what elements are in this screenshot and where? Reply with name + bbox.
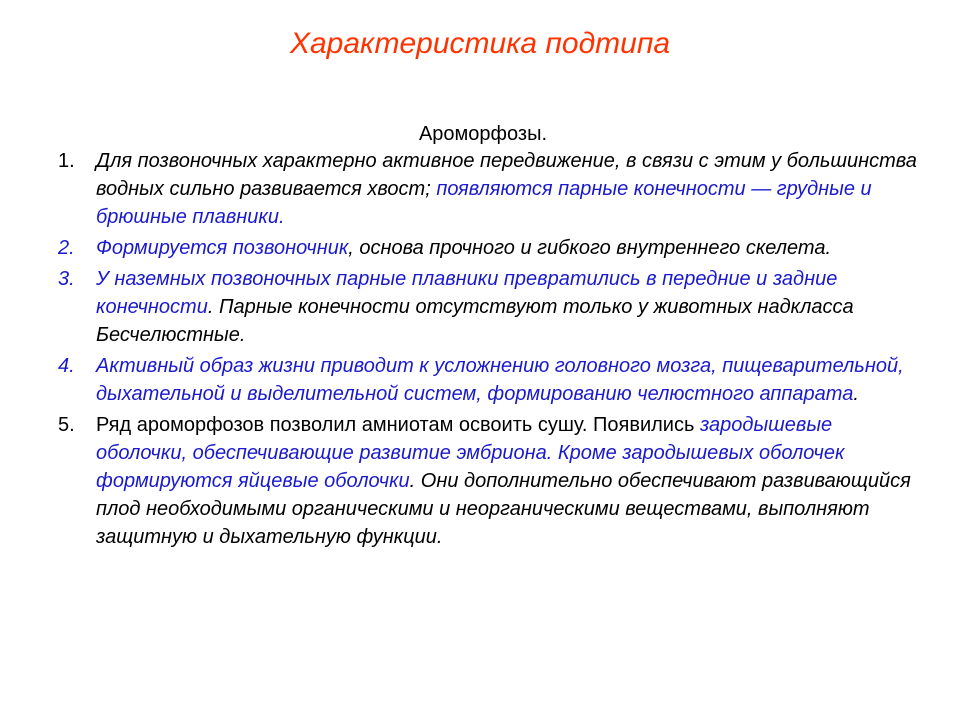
aromorphoses-list (58, 147, 918, 554)
item-number: 3. (58, 268, 75, 290)
item-number: 4. (58, 355, 75, 377)
list-item-2 (58, 234, 918, 262)
item-highlight: появляются парные конечности — грудные и брюшные плавники. (96, 178, 872, 228)
slide-subtitle: Ароморфозы. (418, 123, 548, 145)
list-item-1 (58, 147, 918, 231)
item-text: , основа прочного и гибкого внутреннего скелета. (348, 237, 832, 259)
item-text: . Парные конечности отсутствуют только у животных надкласса Бесчелюстные. (96, 296, 854, 346)
list-item-3 (58, 265, 918, 349)
item-number: 5. (58, 414, 75, 436)
item-highlight: Формируется позвоночник (96, 237, 349, 259)
list-item-5 (58, 411, 918, 551)
item-highlight: У наземных позвоночных парные плавники превратились в передние и задние конечности (96, 268, 838, 318)
item-highlight: зародышевые оболочки, обеспечивающие развитие эмбриона. Кроме зародышевых оболочек формируются яйцевые оболочки (96, 414, 845, 492)
item-number: 1. (58, 150, 75, 172)
item-text: . (853, 383, 859, 405)
list-item-4 (58, 352, 918, 408)
slide-title: Характеристика подтипа (289, 27, 671, 60)
item-text: Ряд ароморфозов позволил амниотам освоить сушу. Появились (96, 414, 700, 436)
item-number: 2. (58, 237, 75, 259)
item-text: . Они дополнительно обеспечивают развивающийся плод необходимыми органическими и неорганическими веществами, выполняют защитную и дыхательную функции. (96, 470, 911, 548)
item-highlight: Активный образ жизни приводит к усложнению головного мозга, пищеварительной, дыхательной и выделительной систем, формированию челюстного аппарата (96, 355, 904, 405)
item-text: Для позвоночных характерно активное передвижение, в связи с этим у большинства водных сильно развивается хвост; (96, 150, 917, 200)
